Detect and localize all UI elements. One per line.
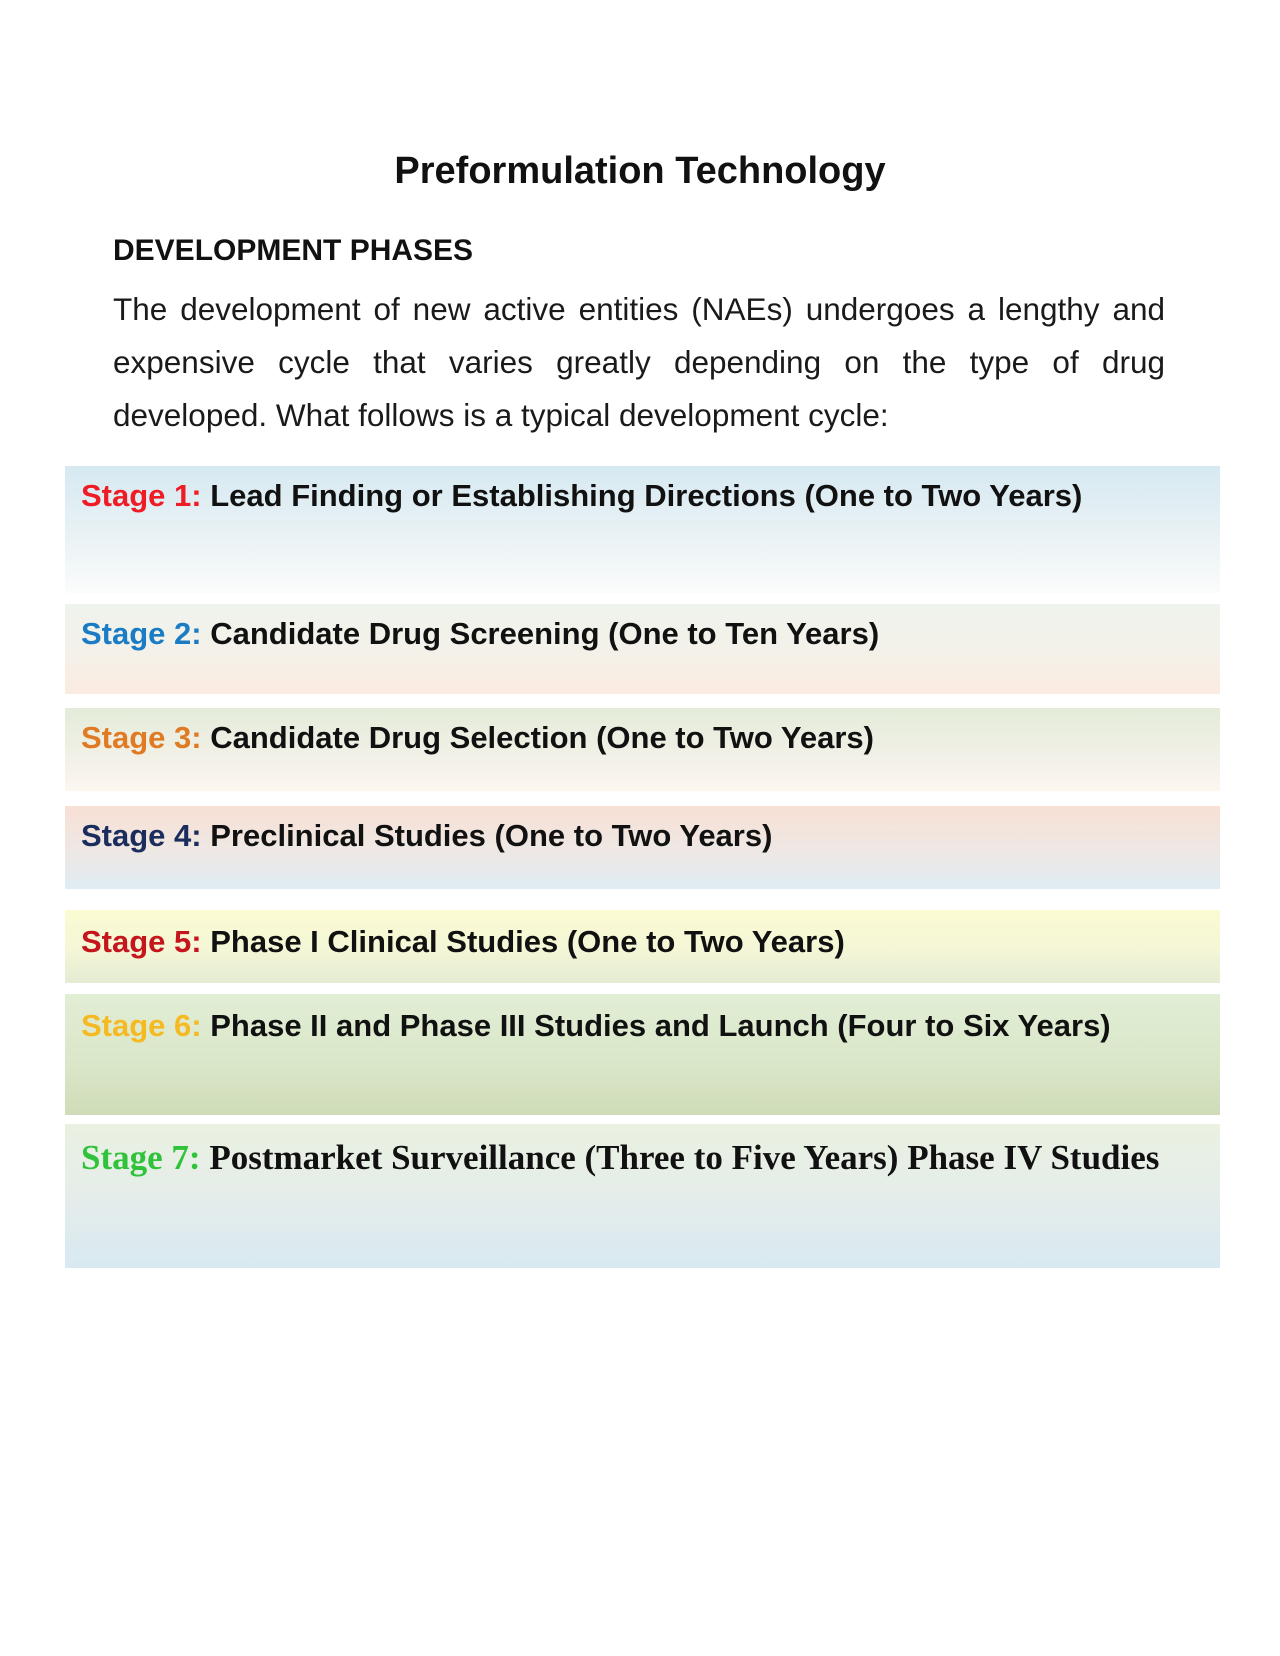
stage-7-box <box>65 1124 1220 1268</box>
section-heading: DEVELOPMENT PHASES <box>113 234 474 267</box>
stage-6-label: Stage 6: <box>81 1008 202 1043</box>
stage-2-text: Candidate Drug Screening (One to Ten Years) <box>210 616 880 651</box>
stage-1-text: Lead Finding or Establishing Directions (One to Two Years) <box>210 478 1083 513</box>
stage-6-text: Phase II and Phase III Studies and Launch (Four to Six Years) <box>210 1008 1111 1043</box>
stage-3-box <box>65 708 1220 791</box>
stage-2-label: Stage 2: <box>81 616 202 651</box>
stage-7-label: Stage 7: <box>81 1138 201 1177</box>
stage-3-label: Stage 3: <box>81 720 202 755</box>
stage-1-box <box>65 466 1220 593</box>
intro-paragraph: The development of new active entities (NAEs) undergoes a lengthy and expensive cycle that varies greatly depending on the type of drug developed. What follows is a typical development cycle: <box>113 291 1165 433</box>
stage-5-text: Phase I Clinical Studies (One to Two Years) <box>210 924 845 959</box>
stage-4-text: Preclinical Studies (One to Two Years) <box>210 818 773 853</box>
stage-1-label: Stage 1: <box>81 478 202 513</box>
stage-4-label: Stage 4: <box>81 818 202 853</box>
stage-6-box <box>65 994 1220 1115</box>
stage-7-text: Postmarket Surveillance (Three to Five Years) Phase IV Studies <box>209 1138 1160 1177</box>
stage-4-box <box>65 806 1220 889</box>
stage-5-label: Stage 5: <box>81 924 202 959</box>
stage-3-text: Candidate Drug Selection (One to Two Years) <box>210 720 874 755</box>
stage-5-box <box>65 910 1220 983</box>
stage-2-box <box>65 604 1220 694</box>
page-title: Preformulation Technology <box>394 150 886 192</box>
